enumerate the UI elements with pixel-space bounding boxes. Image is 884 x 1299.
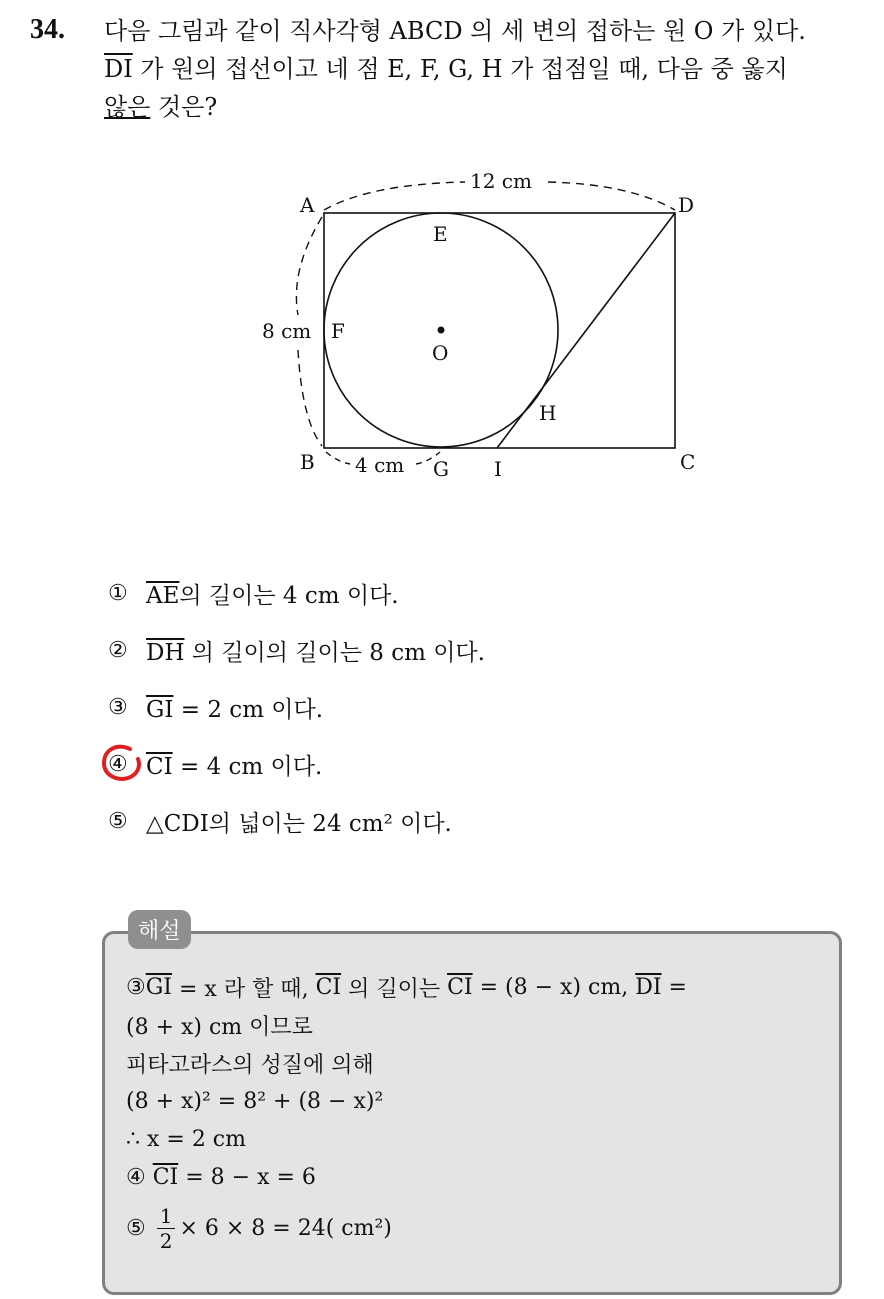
dimension-arc-top [324,182,465,210]
choice-text [146,691,323,724]
explanation-line-7 [126,1196,826,1260]
explanation-line-1 [126,968,826,1006]
explanation-line-4: (8 + x)² = 8² + (8 − x)² [126,1088,384,1114]
segment: $\overline{GI}$ [146,697,174,723]
label-F: F [331,319,345,343]
segment: $\overline{CI}$ [152,1164,179,1190]
text: = [661,974,687,1000]
explanation-line-5: ∴ x = 2 cm [126,1126,246,1152]
label-D: D [678,193,695,217]
dimension-arc-top-right [548,182,675,210]
segment: $\overline{DH}$ [146,640,185,666]
choice-5[interactable] [108,793,485,850]
label-A: A [300,193,315,217]
length-top: 12 cm [470,169,532,193]
label-I: I [494,457,502,481]
fraction-numerator: 1 [157,1204,176,1229]
question-line-1: 다음 그림과 같이 직사각형 ABCD 의 세 변의 접하는 원 O 가 있다. [104,17,806,45]
question-text [104,12,869,126]
explanation-line-6 [126,1158,826,1196]
choice-text [146,634,485,667]
explanation-line-2: (8 + x) cm 이므로 [126,1014,313,1040]
label-B: B [300,450,315,474]
choice-body: △CDI의 넓이는 24 cm² 이다. [146,811,452,837]
choice-number: ⑤ [108,809,128,834]
question-line-2-text: 가 원의 접선이고 네 점 E, F, G, H 가 접점일 때, 다음 중 옳지 [132,55,788,83]
choice-2[interactable] [108,622,485,679]
fraction-denominator: 2 [159,1228,173,1253]
segment-DI: $\overline{DI}$ [104,55,133,83]
segment: $\overline{AE}$ [146,583,180,609]
choice-number: ③ [108,695,128,720]
text: = 8 − x = 6 [178,1164,316,1190]
choice-body: = 2 cm 이다. [173,697,324,723]
choice-1[interactable] [108,565,485,622]
length-bottom: 4 cm [355,453,405,477]
text: ⑤ [126,1215,153,1241]
choice-number: ① [108,581,128,606]
choice-text [146,577,399,610]
choice-body: = 4 cm 이다. [172,754,323,780]
label-H: H [539,401,557,425]
answer-circle-mark [100,743,144,783]
choice-body: 의 길이는 4 cm 이다. [179,583,399,609]
segment: $\overline{DI}$ [635,974,662,1000]
label-O: O [432,341,449,365]
choice-text [146,748,322,781]
center-point-O [438,327,445,334]
segment: $\overline{GI}$ [145,974,172,1000]
text: × 6 × 8 = 24( cm²) [179,1215,392,1241]
question-line-2 [104,50,869,88]
text: = x 라 할 때, [172,976,316,1002]
dimension-arc-left-lower [298,350,322,446]
text: 의 길이는 [341,976,448,1002]
question-line-3-text: 것은? [150,93,218,121]
segment: $\overline{CI}$ [146,754,173,780]
dimension-arc-bottom-left [326,452,350,464]
text: ③ [126,974,146,1000]
choice-body: 의 길이의 길이는 8 cm 이다. [184,640,485,666]
label-G: G [433,457,449,481]
choice-4[interactable] [108,736,485,793]
explanation-tag: 해설 [128,910,191,949]
choice-text [146,805,452,838]
dimension-arc-left [296,217,322,315]
geometry-figure [250,160,720,490]
explanation-line-3: 피타고라스의 성질에 의해 [126,1052,374,1078]
choice-number: ④ [108,752,128,777]
text: = (8 − x) cm, [472,974,636,1000]
question-line-3 [104,88,869,126]
text: ④ [126,1164,153,1190]
underlined-word: 않은 [104,93,151,121]
choice-3[interactable] [108,679,485,736]
explanation-content [126,968,826,1260]
label-C: C [680,450,696,474]
answer-choices [108,565,485,850]
question-number: 34. [30,14,65,45]
rectangle-ABCD [324,213,675,448]
fraction [157,1204,176,1253]
length-left: 8 cm [262,319,312,343]
label-E: E [433,222,448,246]
segment: $\overline{CI}$ [447,974,473,1000]
segment: $\overline{CI}$ [315,974,342,1000]
choice-number: ② [108,638,128,663]
